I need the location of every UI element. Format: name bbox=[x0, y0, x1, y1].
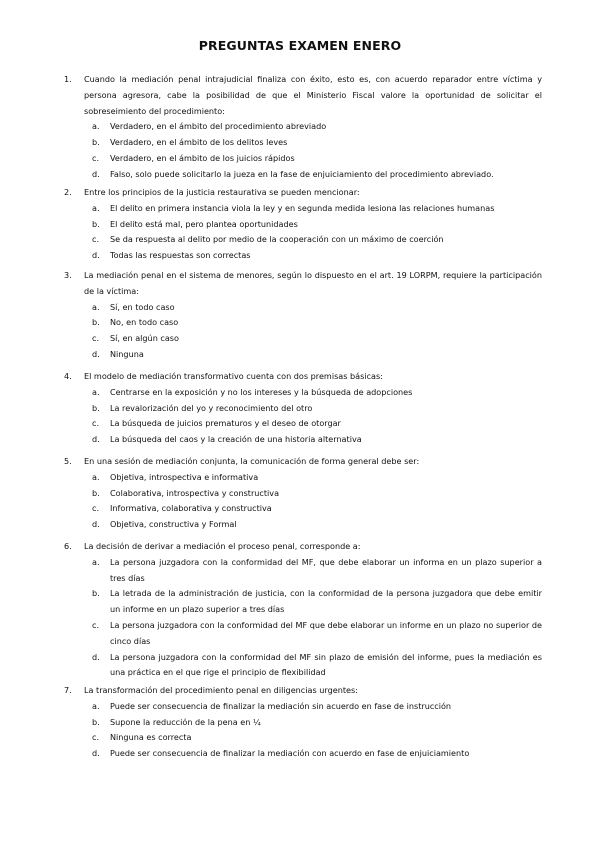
option-letter: c. bbox=[92, 619, 100, 630]
option-text: Ninguna es correcta bbox=[110, 732, 192, 743]
option-b bbox=[64, 486, 542, 502]
option-letter: a. bbox=[92, 121, 100, 132]
option-b bbox=[64, 315, 542, 331]
options-list bbox=[64, 119, 542, 182]
option-letter: b. bbox=[92, 716, 100, 727]
page-title: PREGUNTAS EXAMEN ENERO bbox=[198, 38, 402, 53]
option-text: Ninguna bbox=[110, 348, 144, 359]
option-letter: a. bbox=[92, 556, 100, 567]
option-text: Falso, solo puede solicitarlo la jueza en la fase de enjuiciamiento del procedimiento abreviado. bbox=[110, 168, 494, 179]
option-d bbox=[64, 432, 542, 448]
option-letter: a. bbox=[92, 386, 100, 397]
option-text: La revalorización del yo y reconocimiento del otro bbox=[110, 402, 313, 413]
option-c bbox=[64, 618, 542, 650]
options-list bbox=[64, 555, 542, 681]
option-text: Objetiva, constructiva y Formal bbox=[110, 519, 237, 530]
option-text: La persona juzgadora con la conformidad del MF sin plazo de emisión del informe, pues la mediación es una práctica en el que rige el principio de flexibilidad bbox=[110, 651, 542, 678]
options-list bbox=[64, 385, 542, 448]
option-d bbox=[64, 347, 542, 363]
option-c bbox=[64, 501, 542, 517]
option-c bbox=[64, 232, 542, 248]
options-list bbox=[64, 699, 542, 762]
option-letter: b. bbox=[92, 317, 100, 328]
option-letter: b. bbox=[92, 588, 100, 599]
option-d bbox=[64, 650, 542, 682]
question-6 bbox=[64, 539, 542, 681]
question-text: La transformación del procedimiento penal en diligencias urgentes: bbox=[84, 685, 358, 695]
question-text: El modelo de mediación transformativo cuenta con dos premisas básicas: bbox=[84, 371, 383, 381]
question-4 bbox=[64, 369, 542, 448]
option-text: El delito está mal, pero plantea oportunidades bbox=[110, 218, 298, 229]
option-text: Objetiva, introspectiva e informativa bbox=[110, 471, 259, 482]
question-text: La decisión de derivar a mediación el proceso penal, corresponde a: bbox=[84, 541, 361, 551]
question-text: Cuando la mediación penal intrajudicial finaliza con éxito, esto es, con acuerdo reparador entre víctima y persona agresora, cabe la posibilidad de que el Ministerio Fiscal valore la oportunidad de solicitar el sobreseimiento del procedimiento: bbox=[84, 74, 542, 116]
option-text: Se da respuesta al delito por medio de la cooperación con un máximo de coerción bbox=[110, 234, 444, 245]
option-d bbox=[64, 167, 542, 183]
options-list bbox=[64, 470, 542, 533]
option-letter: a. bbox=[92, 301, 100, 312]
option-text: La búsqueda de juicios prematuros y el deseo de otorgar bbox=[110, 418, 341, 429]
option-b bbox=[64, 217, 542, 233]
option-letter: d. bbox=[92, 348, 100, 359]
option-b bbox=[64, 135, 542, 151]
option-text: Verdadero, en el ámbito de los delitos leves bbox=[110, 137, 288, 148]
option-letter: d. bbox=[92, 748, 100, 759]
question-3 bbox=[64, 268, 542, 363]
option-letter: b. bbox=[92, 137, 100, 148]
question-number: 1. bbox=[64, 74, 72, 84]
option-c bbox=[64, 416, 542, 432]
option-letter: d. bbox=[92, 651, 100, 662]
option-a bbox=[64, 555, 542, 587]
option-letter: b. bbox=[92, 487, 100, 498]
option-d bbox=[64, 517, 542, 533]
option-letter: c. bbox=[92, 503, 100, 514]
option-letter: d. bbox=[92, 168, 100, 179]
option-text: Sí, en algún caso bbox=[110, 333, 179, 344]
option-a bbox=[64, 201, 542, 217]
option-c bbox=[64, 331, 542, 347]
options-list bbox=[64, 300, 542, 363]
question-text: La mediación penal en el sistema de menores, según lo dispuesto en el art. 19 LORPM, requiere la participación de la víctima: bbox=[84, 270, 542, 296]
option-text: El delito en primera instancia viola la ley y en segunda medida lesiona las relaciones humanas bbox=[110, 202, 495, 213]
option-letter: c. bbox=[92, 152, 100, 163]
option-text: Verdadero, en el ámbito del procedimiento abreviado bbox=[110, 121, 327, 132]
option-a bbox=[64, 300, 542, 316]
option-text: Todas las respuestas son correctas bbox=[110, 250, 251, 261]
option-letter: b. bbox=[92, 402, 100, 413]
option-letter: a. bbox=[92, 700, 100, 711]
question-number: 6. bbox=[64, 541, 72, 551]
option-letter: c. bbox=[92, 234, 100, 245]
option-c bbox=[64, 730, 542, 746]
option-text: Verdadero, en el ámbito de los juicios rápidos bbox=[110, 152, 295, 163]
option-text: La persona juzgadora con la conformidad del MF que debe elaborar un informe en un plazo no superior de cinco días bbox=[110, 619, 542, 646]
option-letter: c. bbox=[92, 418, 100, 429]
option-b bbox=[64, 715, 542, 731]
option-text: Colaborativa, introspectiva y constructiva bbox=[110, 487, 280, 498]
option-b bbox=[64, 401, 542, 417]
question-number: 2. bbox=[64, 187, 72, 197]
question-number: 4. bbox=[64, 371, 72, 381]
option-text: Centrarse en la exposición y no los intereses y la búsqueda de adopciones bbox=[110, 386, 413, 397]
option-a bbox=[64, 470, 542, 486]
option-text: La búsqueda del caos y la creación de una historia alternativa bbox=[110, 434, 362, 445]
question-5 bbox=[64, 454, 542, 533]
option-text: No, en todo caso bbox=[110, 317, 179, 328]
option-text: Informativa, colaborativa y constructiva bbox=[110, 503, 272, 514]
option-d bbox=[64, 248, 542, 264]
option-letter: b. bbox=[92, 218, 100, 229]
option-letter: a. bbox=[92, 202, 100, 213]
option-c bbox=[64, 151, 542, 167]
question-number: 5. bbox=[64, 456, 72, 466]
option-b bbox=[64, 586, 542, 618]
option-d bbox=[64, 746, 542, 762]
question-1 bbox=[64, 72, 542, 183]
options-list bbox=[64, 201, 542, 264]
option-a bbox=[64, 385, 542, 401]
question-number: 3. bbox=[64, 270, 72, 280]
option-text: Supone la reducción de la pena en ¼ bbox=[110, 716, 261, 727]
option-a bbox=[64, 699, 542, 715]
option-letter: c. bbox=[92, 732, 100, 743]
option-text: Puede ser consecuencia de finalizar la mediación con acuerdo en fase de enjuiciamiento bbox=[110, 748, 470, 759]
option-text: Sí, en todo caso bbox=[110, 301, 175, 312]
option-letter: c. bbox=[92, 333, 100, 344]
question-7 bbox=[64, 683, 542, 762]
question-text: En una sesión de mediación conjunta, la comunicación de forma general debe ser: bbox=[84, 456, 420, 466]
question-text: Entre los principios de la justicia restaurativa se pueden mencionar: bbox=[84, 187, 360, 197]
option-text: La letrada de la administración de justicia, con la conformidad de la persona juzgadora que debe emitir un informe en un plazo superior a tres días bbox=[110, 588, 542, 615]
option-letter: d. bbox=[92, 434, 100, 445]
option-letter: a. bbox=[92, 471, 100, 482]
question-number: 7. bbox=[64, 685, 72, 695]
option-letter: d. bbox=[92, 519, 100, 530]
option-text: Puede ser consecuencia de finalizar la mediación sin acuerdo en fase de instrucción bbox=[110, 700, 452, 711]
option-text: La persona juzgadora con la conformidad del MF, que debe elaborar un informa en un plazo superior a tres días bbox=[110, 556, 542, 583]
option-a bbox=[64, 119, 542, 135]
question-2 bbox=[64, 185, 542, 264]
option-letter: d. bbox=[92, 250, 100, 261]
